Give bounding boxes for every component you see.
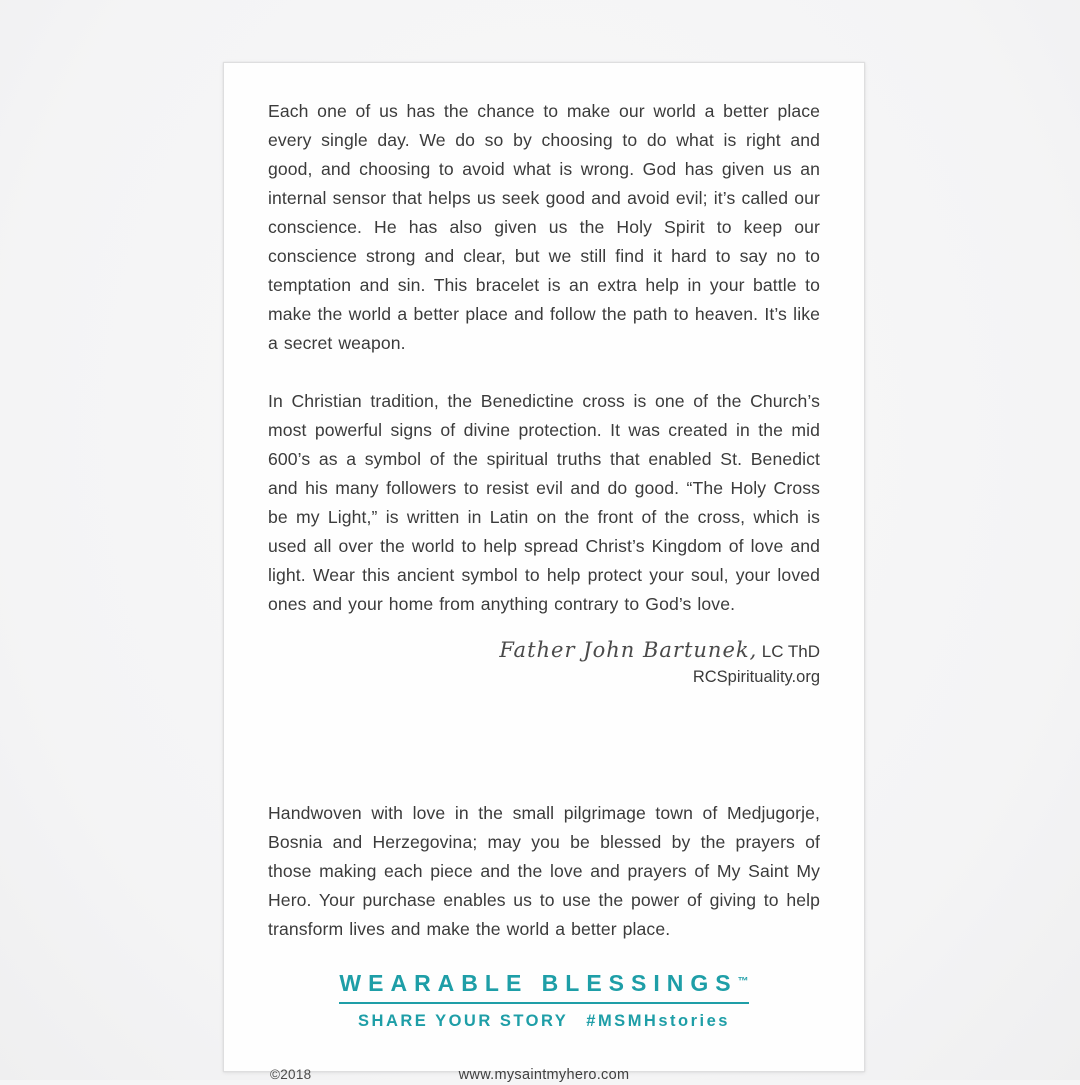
brand-block (268, 970, 820, 1031)
intro-paragraph: Each one of us has the chance to make our world a better place every single day. We do so by choosing to do what is right and good, and choosing to avoid what is wrong. God has given us an internal sensor that helps us seek good and avoid evil; it’s called our conscience. He has also given us the Holy Spirit to keep our conscience strong and clear, but we still find it hard to say no to temptation and sin. This bracelet is an extra help in your battle to make the world a better place and follow the path to heaven. It’s like a secret weapon. (268, 101, 820, 353)
card-footer (268, 1067, 820, 1085)
benedictine-cross-paragraph: In Christian tradition, the Benedictine cross is one of the Church’s most powerful signs of divine protection. It was created in the mid 600’s as a symbol of the spiritual truths that enabled St. Benedict and his many followers to resist evil and do good. “The Holy Cross be my Light,” is written in Latin on the front of the cross, which is used all over the world to help spread Christ’s Kingdom of love and light. Wear this ancient symbol to help protect your soul, your loved ones and your home from anything contrary to God’s love. (268, 391, 820, 614)
handwoven-paragraph: Handwoven with love in the small pilgrimage town of Medjugorje, Bosnia and Herzegovina; may you be blessed by the prayers of those making each piece and the love and prayers of My Saint My Hero. Your purchase enables us to use the power of giving to help transform lives and make the world a better place. (268, 803, 820, 939)
signature-website: RCSpirituality.org (692, 668, 820, 686)
brand-title: WEARABLE BLESSINGS (339, 970, 738, 996)
copyright-text: ©2018 (270, 1067, 312, 1082)
website-url: www.mysaintmyhero.com (458, 1067, 630, 1083)
signature-block (268, 639, 820, 689)
tagline-hashtag: #MSMHstories (586, 1012, 730, 1030)
signature-credentials: LC ThD (761, 642, 820, 661)
brand-title-underline (339, 970, 748, 1004)
tagline-share-your-story: SHARE YOUR STORY (358, 1012, 569, 1030)
brand-tagline (268, 1012, 820, 1031)
signature-name: Father John Bartunek, (499, 638, 758, 662)
trademark-symbol: ™ (737, 975, 749, 988)
signature-line (268, 639, 820, 664)
wearable-blessings-card (223, 62, 865, 1083)
